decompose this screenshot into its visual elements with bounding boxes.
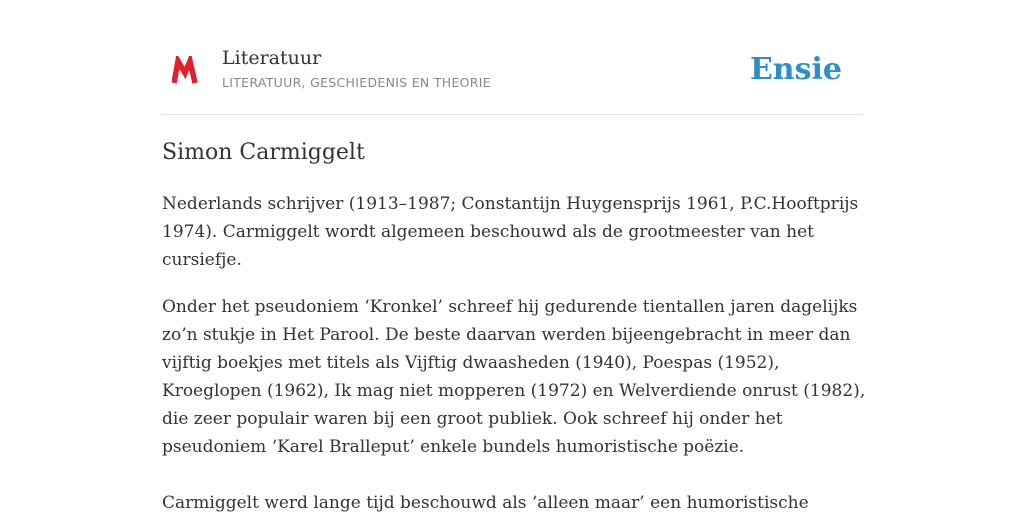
paragraph-line: pseudoniem ‘Karel Bralleput’ enkele bundels humoristische poëzie.	[162, 437, 745, 457]
paragraph-line: 1974). Carmiggelt wordt algemeen beschouwd als de grootmeester van het	[162, 222, 815, 242]
paragraph-2	[162, 293, 866, 461]
paragraph-3	[162, 489, 862, 512]
site-title[interactable]: Literatuur	[222, 47, 322, 69]
paragraph-line: die zeer populair waren bij een groot publiek. Ook schreef hij onder het	[162, 409, 783, 429]
paragraph-line: Carmiggelt werd lange tijd beschouwd als ‘alleen maar’ een humoristische	[162, 493, 809, 512]
paragraph-line: vijftig boekjes met titels als Vijftig dwaasheden (1940), Poespas (1952),	[162, 353, 780, 373]
m-logo-icon[interactable]	[172, 56, 198, 86]
paragraph-line: cursiefje.	[162, 250, 242, 270]
site-subtitle: LITERATUUR, GESCHIEDENIS EN THEORIE	[222, 75, 491, 90]
paragraph-line: zo’n stukje in Het Parool. De beste daarvan werden bijeengebracht in meer dan	[162, 325, 851, 345]
paragraph-line: Kroeglopen (1962), Ik mag niet mopperen (1972) en Welverdiende onrust (1982),	[162, 381, 866, 401]
ensie-logo[interactable]: Ensie	[749, 52, 842, 87]
paragraph-line: Onder het pseudoniem ‘Kronkel’ schreef hij gedurende tientallen jaren dagelijks	[162, 297, 858, 317]
paragraph-1	[162, 190, 862, 274]
site-header	[162, 0, 862, 115]
article-title: Simon Carmiggelt	[162, 140, 365, 165]
paragraph-line: Nederlands schrijver (1913–1987; Constantijn Huygensprijs 1961, P.C.Hooftprijs	[162, 194, 859, 214]
